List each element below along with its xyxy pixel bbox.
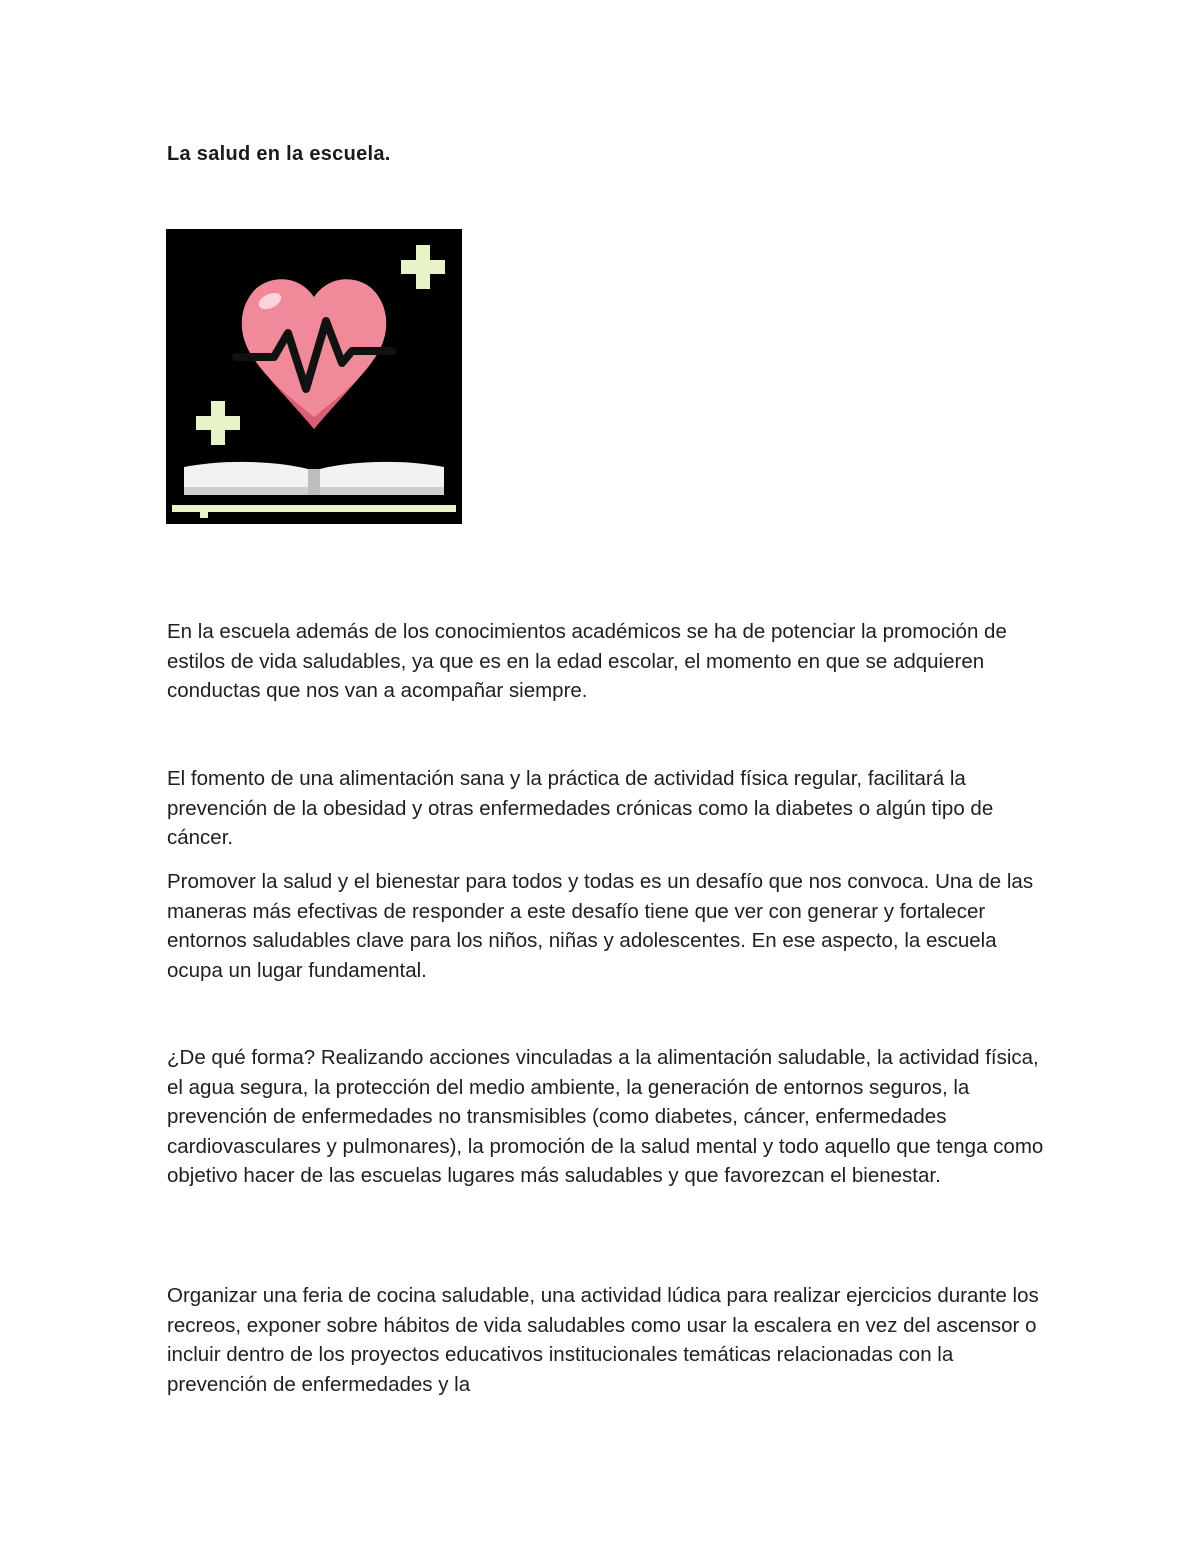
page-title: La salud en la escuela. — [167, 143, 391, 165]
book-icon — [172, 462, 456, 518]
paragraph-5: Organizar una feria de cocina saludable, una actividad lúdica para realizar ejercicios durante los recreos, exponer sobre hábitos de vida saludables como usar la escalera en vez del ascensor o incluir dentro de los proyectos educativos institucionales temáticas relacionadas con la prevención de enfermedades y la — [167, 1284, 1039, 1396]
paragraph-2: El fomento de una alimentación sana y la práctica de actividad física regular, facilitará la prevención de la obesidad y otras enfermedades crónicas como la diabetes o algún tipo de cáncer. — [167, 767, 994, 849]
paragraph-4: ¿De qué forma? Realizando acciones vinculadas a la alimentación saludable, la actividad física, el agua segura, la protección del medio ambiente, la generación de entornos seguros, la prevención de enfermedades no transmisibles (como diabetes, cáncer, enfermedades cardiovasculares y pulmonares), la promoción de la salud mental y todo aquello que tenga como objetivo hacer de las escuelas lugares más saludables y que favorezcan el bienestar. — [167, 1046, 1044, 1187]
paragraph-1: En la escuela además de los conocimientos académicos se ha de potenciar la promoción de estilos de vida saludables, ya que es en la edad escolar, el momento en que se adquieren conductas que nos van a acompañar siempre. — [167, 620, 1007, 702]
heart-book-health-icon — [166, 229, 462, 524]
paragraph-3: Promover la salud y el bienestar para todos y todas es un desafío que nos convoca. Una de las maneras más efectivas de responder a este desafío tiene que ver con generar y fortalecer entornos saludables clave para los niños, niñas y adolescentes. En ese aspecto, la escuela ocupa un lugar fundamental. — [167, 870, 1034, 982]
